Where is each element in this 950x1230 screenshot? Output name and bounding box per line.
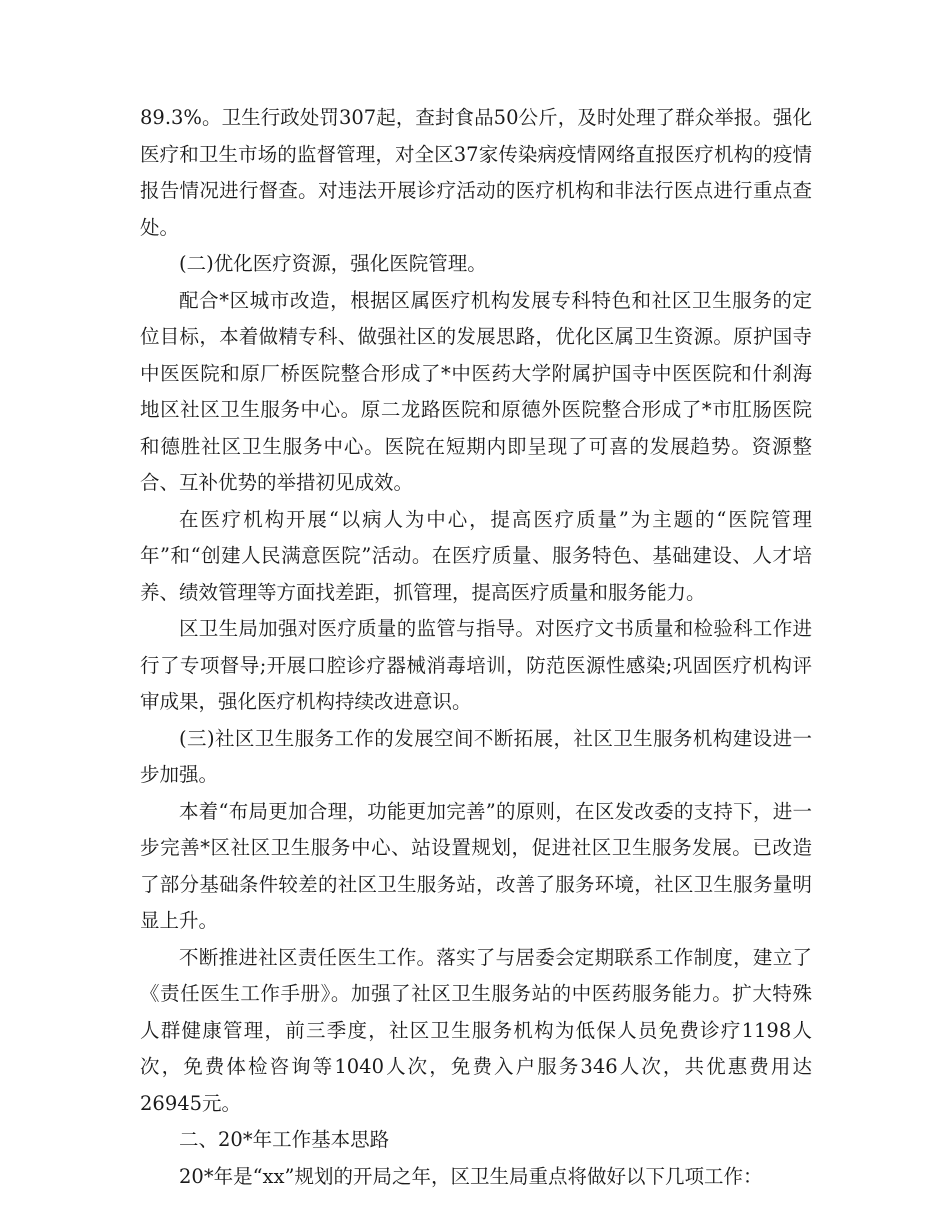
paragraph-responsible-doctor: 不断推进社区责任医生工作。落实了与居委会定期联系工作制度，建立了《责任医生工作手册》。加强了社区卫生服务站的中医药服务能力。扩大特殊人群健康管理，前三季度，社区卫生服务机构为低保人员免费诊疗1198人次，免费体检咨询等1040人次，免费入户服务346人次，共优惠费用达26945元。 [140,945,812,1115]
paragraph-plan-intro: 20*年是“xx”规划的开局之年，区卫生局重点将做好以下几项工作： [179,1164,763,1188]
document-page [140,100,812,1195]
paragraph-continuation: 89.3%。卫生行政处罚307起，查封食品50公斤，及时处理了群众举报。强化医疗和卫生市场的监督管理，对全区37家传染病疫情网络直报医疗机构的疫情报告情况进行督查。对违法开展诊疗活动的医疗机构和非法行医点进行重点查处。 [140,106,812,239]
paragraph-layout-planning: 本着“布局更加合理，功能更加完善”的原则，在区发改委的支持下，进一步完善*区社区卫生服务中心、站设置规划，促进社区卫生服务发展。已改造了部分基础条件较差的社区卫生服务站，改善了服务环境，社区卫生服务量明显上升。 [140,799,812,932]
paragraph-quality-supervision: 区卫生局加强对医疗质量的监管与指导。对医疗文书质量和检验科工作进行了专项督导;开展口腔诊疗器械消毒培训，防范医源性感染;巩固医疗机构评审成果，强化医疗机构持续改进意识。 [140,617,812,713]
section-heading-optimize-resources: (二)优化医疗资源，强化医院管理。 [179,252,487,275]
paragraph-resource-integration: 配合*区城市改造，根据区属医疗机构发展专科特色和社区卫生服务的定位目标，本着做精专科、做强社区的发展思路，优化区属卫生资源。原护国寺中医医院和原厂桥医院整合形成了*中医药大学附属护国寺中医医院和什刹海地区社区卫生服务中心。原二龙路医院和原德外医院整合形成了*市肛肠医院和德胜社区卫生服务中心。医院在短期内即呈现了可喜的发展趋势。资源整合、互补优势的举措初见成效。 [140,288,812,494]
section-heading-work-ideas: 二、20*年工作基本思路 [179,1128,390,1151]
section-heading-community-health: (三)社区卫生服务工作的发展空间不断拓展，社区卫生服务机构建设进一步加强。 [140,726,812,786]
paragraph-hospital-management-year: 在医疗机构开展“以病人为中心，提高医疗质量”为主题的“医院管理年”和“创建人民满意医院”活动。在医疗质量、服务特色、基础建设、人才培养、绩效管理等方面找差距，抓管理，提高医疗质量和服务能力。 [140,507,812,604]
